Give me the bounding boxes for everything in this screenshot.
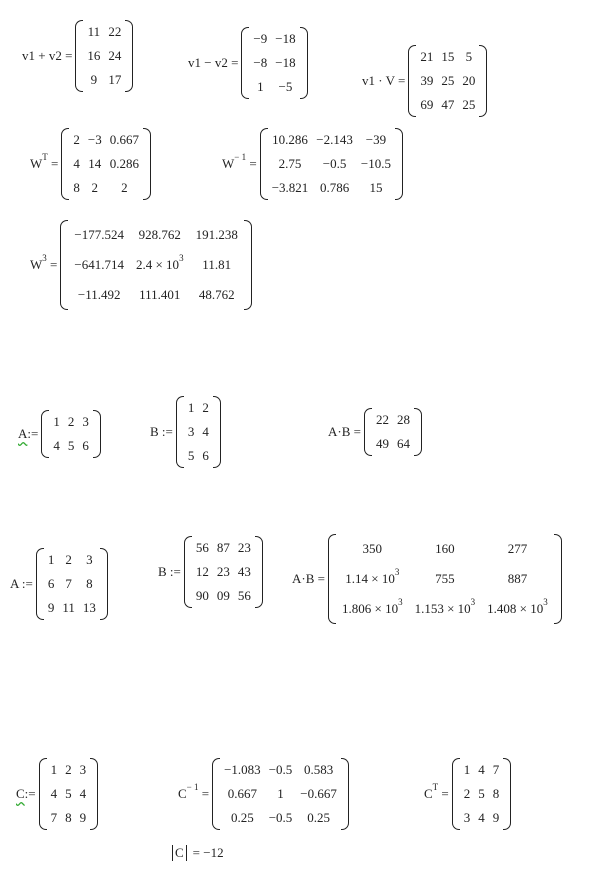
matrix — [241, 27, 307, 99]
matrix-cell: 8 — [73, 180, 80, 195]
matrix-cell: 0.286 — [109, 156, 139, 171]
matrix-cell: 2 — [73, 132, 80, 147]
matrix-cell: 0.667 — [227, 786, 258, 801]
v1-times-V-expression — [362, 45, 487, 117]
matrix — [41, 410, 101, 458]
matrix-cell: −0.5 — [268, 762, 293, 777]
C-determinant — [172, 845, 224, 861]
matrix-cell: −8 — [253, 55, 268, 70]
matrix-cell: 6 — [47, 576, 55, 591]
matrix-cell: −9 — [253, 31, 268, 46]
C-inverse-expression — [178, 758, 349, 830]
matrix-cell: 69 — [420, 97, 434, 112]
matrix-cell: 5 — [67, 438, 75, 453]
matrix — [212, 758, 349, 830]
matrix-cell: 7 — [492, 762, 500, 777]
matrix-cell: −10.5 — [360, 156, 391, 171]
matrix-cell: 47 — [441, 97, 455, 112]
matrix-cell: 5 — [478, 786, 485, 801]
matrix: 350 160 277 $1.14 \times 10^3$ 755 887 $1.806 \times 10^3$ $1.153 \times 10^3$ $1.408 \times 10^3$ — [328, 534, 562, 624]
matrix-cell: 23 — [216, 564, 230, 579]
matrix-cell: 5 — [465, 49, 473, 64]
matrix — [408, 45, 487, 117]
matrix-cell: 9 — [492, 810, 500, 825]
v1-minus-v2-expression — [188, 27, 308, 99]
matrix — [184, 536, 263, 608]
matrix-cell: −0.5 — [322, 156, 347, 171]
determinant-bars: C — [172, 845, 187, 861]
matrix-cell: 2 — [65, 762, 72, 777]
lhs-label: v1 · V = — [362, 73, 406, 88]
matrix-cell: 1 — [257, 79, 264, 94]
matrix-cell: 43 — [237, 564, 251, 579]
matrix-cell: 3 — [82, 414, 89, 429]
matrix — [61, 128, 151, 200]
matrix-cell: 16 — [87, 48, 101, 63]
matrix-cell: 11 — [87, 24, 101, 39]
v1-plus-v2-expression — [22, 20, 133, 92]
matrix-cell: 0.583 — [303, 762, 334, 777]
matrix-cell: −3 — [87, 132, 102, 147]
matrix-cell: 2.75 — [278, 156, 302, 171]
matrix-cell: −3.821 — [271, 180, 309, 195]
matrix-cell: 17 — [108, 72, 122, 87]
lhs-label: A·B = — [328, 424, 361, 439]
matrix-cell: 13 — [82, 600, 96, 615]
matrix-cell: 14 — [88, 156, 102, 171]
matrix-cell: 0.667 — [109, 132, 139, 147]
matrix-cell: −5 — [278, 79, 293, 94]
lhs-label: A:= — [18, 426, 39, 441]
matrix-cell: 0.786 — [319, 180, 350, 195]
A-times-B-result — [328, 408, 422, 456]
matrix-cell: 4 — [478, 810, 485, 825]
matrix-cell: 8 — [492, 786, 500, 801]
matrix-cell: 2 — [463, 786, 471, 801]
matrix-cell: 28 — [396, 412, 410, 427]
matrix-cell: 22 — [108, 24, 122, 39]
matrix-cell: 22 — [375, 412, 389, 427]
lhs-label: $W^3$ = — [30, 253, 58, 272]
matrix — [36, 548, 108, 620]
matrix-cell: 4 — [79, 786, 87, 801]
B-definition — [150, 396, 221, 468]
W-cubed-expression — [30, 220, 252, 310]
matrix-cell: 10.286 — [272, 132, 308, 147]
matrix-cell: 1 — [47, 552, 55, 567]
lhs-label: $C^{- 1}$ = — [178, 782, 210, 801]
matrix-cell: 3 — [463, 810, 471, 825]
lhs-label: $W^{- 1}$ = — [222, 152, 257, 171]
matrix-cell: −18 — [275, 31, 296, 46]
A-definition — [18, 410, 101, 458]
lhs-label: C:= — [16, 786, 36, 801]
matrix-cell: 11 — [62, 600, 75, 615]
matrix-cell: 4 — [73, 156, 80, 171]
matrix-cell: 6 — [82, 438, 89, 453]
matrix-cell: 2 — [65, 552, 72, 567]
matrix-cell: 1 — [463, 762, 471, 777]
matrix-cell: 64 — [396, 436, 410, 451]
matrix-cell: 4 — [50, 786, 58, 801]
C-transpose-expression — [424, 758, 511, 830]
matrix-cell: −2.143 — [316, 132, 353, 147]
lhs-label: B := — [158, 564, 181, 579]
A-times-B-result-3x3 — [292, 534, 562, 624]
matrix: −177.524 928.762 191.238 −641.714 $2.4 \times 10^3$ 11.81 −11.492 111.401 48.762 — [60, 220, 251, 310]
matrix-cell: 12 — [195, 564, 209, 579]
matrix-cell: 5 — [65, 786, 72, 801]
matrix-cell: 09 — [216, 588, 230, 603]
matrix — [176, 396, 221, 468]
determinant-value: = −12 — [192, 845, 224, 860]
matrix-cell: 9 — [79, 810, 87, 825]
matrix-cell: 7 — [50, 810, 58, 825]
matrix-cell: 23 — [237, 540, 251, 555]
matrix-cell: 8 — [65, 810, 72, 825]
lhs-label: A := — [10, 576, 33, 591]
matrix — [75, 20, 133, 92]
B-definition-3x3 — [158, 536, 263, 608]
matrix-cell: 4 — [202, 424, 209, 439]
W-inverse-expression — [222, 128, 403, 200]
lhs-label: $W^T$ = — [30, 152, 59, 171]
matrix — [260, 128, 403, 200]
matrix-cell: 20 — [462, 73, 476, 88]
lhs-label: v1 + v2 = — [22, 48, 73, 63]
matrix-cell: 3 — [79, 762, 87, 777]
matrix-cell: 1 — [53, 414, 60, 429]
matrix-cell: −18 — [275, 55, 296, 70]
matrix-cell: 2 — [91, 180, 99, 195]
matrix-cell: 4 — [478, 762, 485, 777]
matrix-cell: 6 — [202, 448, 209, 463]
matrix-cell: 2 — [202, 400, 209, 415]
A-definition-3x3 — [10, 548, 108, 620]
lhs-label: $C^T$ = — [424, 782, 449, 801]
matrix-cell: 2 — [67, 414, 75, 429]
matrix-cell: 4 — [53, 438, 60, 453]
matrix-cell: 90 — [195, 588, 209, 603]
matrix-cell: 3 — [187, 424, 195, 439]
matrix-cell: 1 — [187, 400, 195, 415]
matrix-cell: 56 — [237, 588, 251, 603]
matrix-cell: 56 — [195, 540, 209, 555]
matrix-cell: 1 — [277, 786, 284, 801]
matrix-cell: 39 — [420, 73, 434, 88]
matrix — [452, 758, 512, 830]
C-definition — [16, 758, 98, 830]
matrix-cell: −1.083 — [224, 762, 261, 777]
matrix-cell: −0.667 — [300, 786, 337, 801]
matrix-cell: 21 — [420, 49, 434, 64]
W-transpose-expression — [30, 128, 151, 200]
lhs-label: B := — [150, 424, 173, 439]
matrix-cell: −39 — [365, 132, 387, 147]
matrix-cell: 7 — [65, 576, 72, 591]
matrix-cell: 15 — [441, 49, 455, 64]
matrix-cell: 15 — [369, 180, 383, 195]
matrix-cell: 25 — [441, 73, 455, 88]
matrix-cell: 9 — [90, 72, 98, 87]
matrix-cell: 0.25 — [307, 810, 330, 825]
matrix — [39, 758, 99, 830]
matrix-cell: 25 — [462, 97, 476, 112]
matrix-cell: −0.5 — [268, 810, 293, 825]
lhs-label: A·B = — [292, 571, 325, 586]
matrix-cell: 0.25 — [231, 810, 254, 825]
matrix-cell: 2 — [121, 180, 128, 195]
matrix — [364, 408, 422, 456]
matrix-cell: 24 — [108, 48, 122, 63]
lhs-label: v1 − v2 = — [188, 55, 239, 70]
matrix-cell: 3 — [86, 552, 93, 567]
matrix-cell: 1 — [50, 762, 58, 777]
matrix-cell: 5 — [187, 448, 195, 463]
matrix-cell: 49 — [375, 436, 389, 451]
matrix-cell: 9 — [47, 600, 55, 615]
matrix-cell: 8 — [86, 576, 93, 591]
matrix-cell: 87 — [216, 540, 230, 555]
